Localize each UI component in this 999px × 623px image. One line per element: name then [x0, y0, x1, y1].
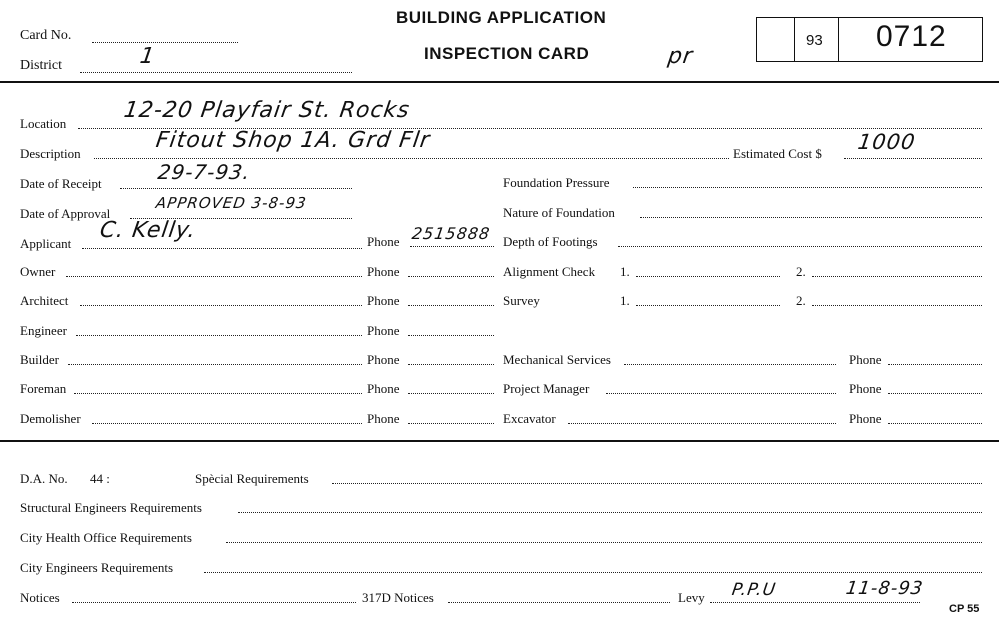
architect-phone-label: Phone [367, 293, 400, 308]
box-divider-1 [794, 17, 795, 62]
location-value: 12-20 Playfair St. Rocks [122, 98, 412, 123]
applicant-phone-label: Phone [367, 234, 400, 249]
district-field[interactable] [80, 72, 352, 73]
card-no-label: Card No. [20, 28, 72, 43]
engineer-phone-label: Phone [367, 323, 400, 338]
da-no-label: D.A. No. [20, 471, 68, 486]
excavator-field[interactable] [568, 423, 836, 424]
district-value: 1 [138, 44, 157, 69]
date-receipt-label: Date of Receipt [20, 176, 102, 191]
special-requirements-label: Spècial Requirements [195, 471, 309, 486]
depth-footings-field[interactable] [618, 246, 982, 247]
depth-footings-label: Depth of Footings [503, 234, 598, 249]
excavator-label: Excavator [503, 411, 556, 426]
nature-foundation-field[interactable] [640, 217, 982, 218]
da-no-value: 44 : [90, 471, 110, 486]
owner-phone-field[interactable] [408, 276, 494, 277]
builder-label: Builder [20, 352, 59, 367]
alignment-num-2: 2. [796, 264, 806, 279]
section-rule [0, 440, 999, 442]
survey-num-1: 1. [620, 293, 630, 308]
demolisher-phone-field[interactable] [408, 423, 494, 424]
card-no-field[interactable] [92, 42, 238, 43]
levy-field[interactable] [710, 602, 920, 603]
survey-field-1[interactable] [636, 305, 780, 306]
date-receipt-value: 29-7-93. [156, 160, 253, 184]
description-value: Fitout Shop 1A. Grd Flr [154, 128, 432, 153]
builder-phone-field[interactable] [408, 364, 494, 365]
survey-field-2[interactable] [812, 305, 982, 306]
survey-num-2: 2. [796, 293, 806, 308]
foreman-phone-field[interactable] [408, 393, 494, 394]
demolisher-label: Demolisher [20, 411, 81, 426]
applicant-phone-value: 2515888 [410, 224, 492, 243]
alignment-check-label: Alignment Check [503, 264, 596, 279]
levy-label: Levy [678, 590, 705, 605]
applicant-value: C. Kelly. [98, 218, 198, 243]
alignment-num-1: 1. [620, 264, 630, 279]
card-year: 93 [806, 32, 823, 49]
excavator-phone-label: Phone [849, 411, 882, 426]
estimated-cost-value: 1000 [856, 130, 918, 154]
notices-317d-field[interactable] [448, 602, 670, 603]
box-divider-2 [838, 17, 839, 62]
initials: pr [666, 44, 695, 69]
city-health-label: City Health Office Requirements [20, 530, 192, 545]
estimated-cost-label: Estimated Cost $ [733, 146, 822, 161]
alignment-field-2[interactable] [812, 276, 982, 277]
location-label: Location [20, 116, 67, 131]
foundation-pressure-field[interactable] [633, 187, 982, 188]
foreman-phone-label: Phone [367, 381, 400, 396]
city-engineers-field[interactable] [204, 572, 982, 573]
description-label: Description [20, 146, 81, 161]
project-manager-label: Project Manager [503, 381, 590, 396]
owner-label: Owner [20, 264, 56, 279]
applicant-field[interactable] [82, 248, 362, 249]
engineer-field[interactable] [76, 335, 362, 336]
demolisher-phone-label: Phone [367, 411, 400, 426]
levy-value: P.P.U [730, 580, 778, 600]
engineer-label: Engineer [20, 323, 67, 338]
notices-label: Notices [20, 590, 60, 605]
owner-field[interactable] [66, 276, 362, 277]
estimated-cost-field[interactable] [844, 158, 982, 159]
structural-engineers-field[interactable] [238, 512, 982, 513]
structural-engineers-label: Structural Engineers Requirements [20, 500, 202, 515]
mechanical-services-label: Mechanical Services [503, 352, 611, 367]
mechanical-phone-field[interactable] [888, 364, 982, 365]
owner-phone-label: Phone [367, 264, 400, 279]
header-rule [0, 81, 999, 83]
levy-date: 11-8-93 [844, 578, 925, 599]
builder-phone-label: Phone [367, 352, 400, 367]
architect-phone-field[interactable] [408, 305, 494, 306]
nature-foundation-label: Nature of Foundation [503, 205, 615, 220]
mechanical-phone-label: Phone [849, 352, 882, 367]
city-health-field[interactable] [226, 542, 982, 543]
engineer-phone-field[interactable] [408, 335, 494, 336]
mechanical-services-field[interactable] [624, 364, 836, 365]
foundation-pressure-label: Foundation Pressure [503, 175, 610, 190]
applicant-phone-field[interactable] [410, 246, 494, 247]
excavator-phone-field[interactable] [888, 423, 982, 424]
architect-field[interactable] [80, 305, 362, 306]
architect-label: Architect [20, 293, 69, 308]
foreman-field[interactable] [74, 393, 362, 394]
form-code: CP 55 [949, 603, 980, 615]
notices-317d-label: 317D Notices [362, 590, 434, 605]
survey-label: Survey [503, 293, 540, 308]
date-approval-value: APPROVED 3-8-93 [154, 194, 308, 212]
title-line-1: BUILDING APPLICATION [396, 8, 607, 27]
applicant-label: Applicant [20, 236, 72, 251]
card-number-box [756, 17, 983, 62]
notices-field[interactable] [72, 602, 356, 603]
date-receipt-field[interactable] [120, 188, 352, 189]
project-manager-field[interactable] [606, 393, 836, 394]
city-engineers-label: City Engineers Requirements [20, 560, 174, 575]
special-requirements-field[interactable] [332, 483, 982, 484]
foreman-label: Foreman [20, 381, 67, 396]
card-number: 0712 [876, 20, 947, 53]
demolisher-field[interactable] [92, 423, 362, 424]
project-manager-phone-label: Phone [849, 381, 882, 396]
description-field[interactable] [94, 158, 729, 159]
builder-field[interactable] [68, 364, 362, 365]
date-approval-label: Date of Approval [20, 206, 111, 221]
project-manager-phone-field[interactable] [888, 393, 982, 394]
alignment-field-1[interactable] [636, 276, 780, 277]
title-line-2: INSPECTION CARD [424, 44, 590, 63]
district-label: District [20, 58, 62, 73]
